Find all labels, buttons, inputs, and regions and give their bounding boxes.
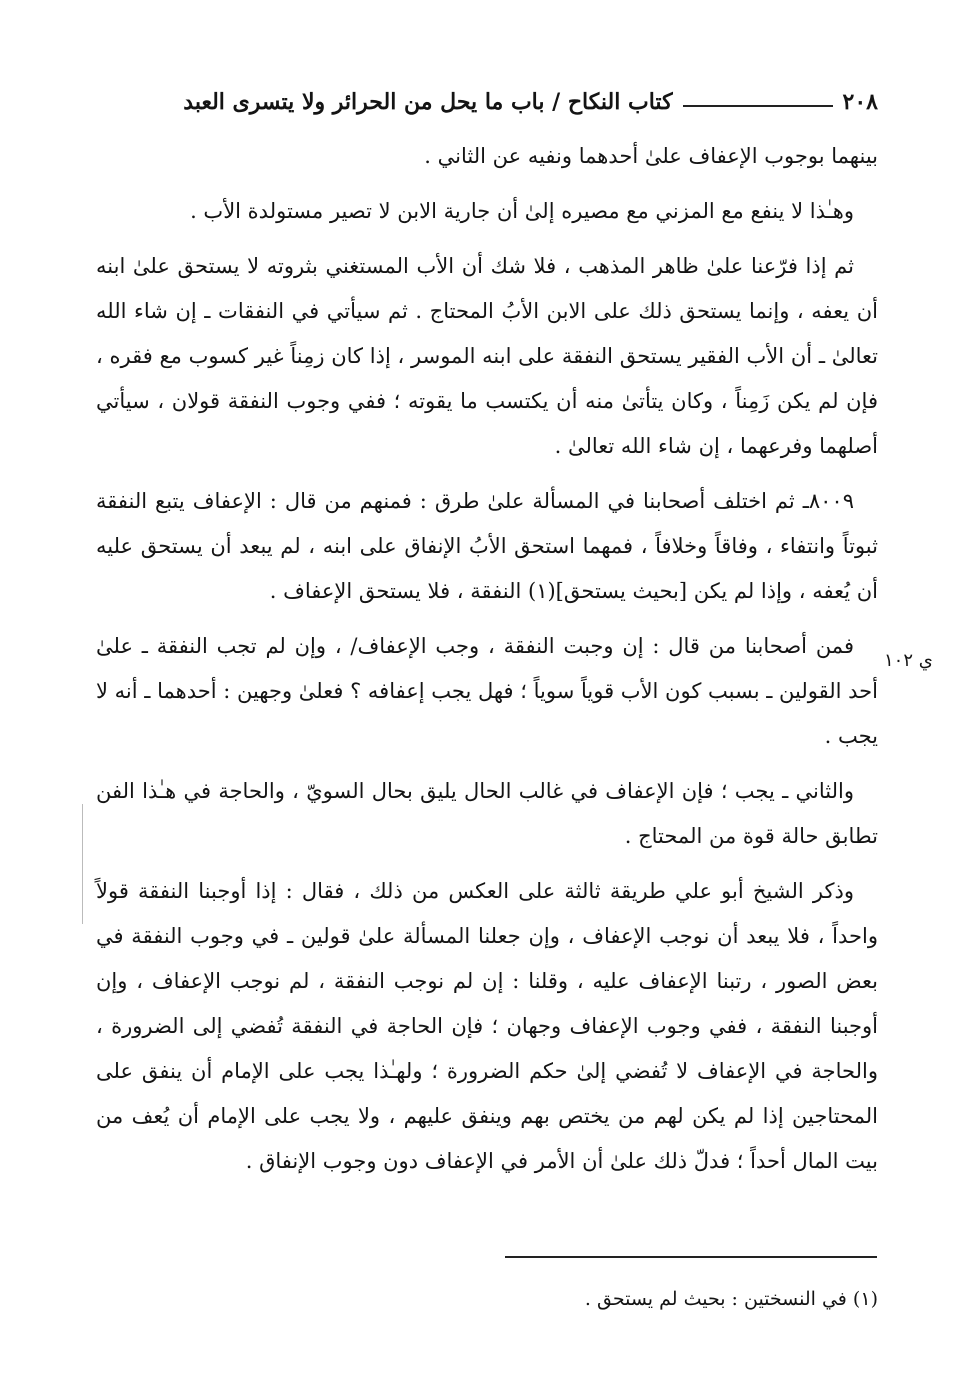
paragraph — [96, 244, 878, 469]
header-rule — [683, 105, 833, 107]
paragraph — [96, 479, 878, 614]
paragraph-text: والثاني ـ يجب ؛ فإن الإعفاف في غالب الحال يليق بحال السويّ ، والحاجة في هـٰذا الفن تطابق حالة قوة من المحتاج . — [96, 779, 878, 848]
paragraph — [96, 769, 878, 859]
footnote: (١) في النسختين : بحيث لم يستحق . — [584, 1288, 878, 1310]
main-text — [96, 134, 878, 1194]
paragraph-text: بينهما بوجوب الإعفاف علىٰ أحدهما ونفيه عن الثاني . — [424, 144, 878, 168]
paragraph — [96, 624, 878, 759]
page-number: ٢٠٨ — [842, 89, 878, 115]
paragraph-text: فمن أصحابنا من قال : إن وجبت النفقة ، وجب الإعفاف/ ، وإن لم تجب النفقة ـ علىٰ أحد القولين ـ بسبب كون الأب قوياً سوياً ؛ فهل يجب إعفافه ؟ فعلىٰ وجهين : أحدهما ـ أنه لا يجب . — [96, 634, 878, 748]
paragraph — [96, 189, 878, 234]
running-header — [96, 82, 878, 122]
paragraph-text: وهـٰذا لا ينفع مع المزني مع مصيره إلىٰ أن جارية الابن لا تصير مستولدة الأب . — [190, 199, 854, 223]
paragraph — [96, 869, 878, 1184]
running-title: كتاب النكاح / باب ما يحل من الحرائر ولا يتسرى العبد — [183, 89, 673, 115]
paragraph — [96, 134, 878, 179]
paragraph-text: ثم إذا فرّعنا علىٰ ظاهر المذهب ، فلا شك أن الأب المستغني بثروته لا يستحق علىٰ ابنه أن يعفه ، وإنما يستحق ذلك على الابن الأبُ المحتاج . ثم سيأتي في النفقات ـ إن شاء الله تعالىٰ ـ أن الأب الفقير يستحق النفقة على ابنه الموسر ، إذا كان زمِناً غير كسوب مع فقره ، فإن لم يكن زَمِناً ، وكان يتأتىٰ منه أن يكتسب ما يقوته ؛ ففي وجوب النفقة قولان ، سيأتي أصلهما وفرعهما ، إن شاء الله تعالىٰ . — [96, 254, 878, 458]
footnote-rule — [505, 1256, 877, 1258]
paragraph-text: ٨٠٠٩ـ ثم اختلف أصحابنا في المسألة علىٰ طرق : فمنهم من قال : الإعفاف يتبع النفقة ثبوتاً وانتفاء ، وفاقاً وخلافاً ، فمهما استحق الأبُ الإنفاق على ابنه ، لم يبعد أن يستحق عليه أن يُعفه ، وإذا لم يكن [بحيث يستحق](١) النفقة ، فلا يستحق الإعفاف . — [96, 489, 878, 603]
paragraph-text: وذكر الشيخ أبو علي طريقة ثالثة على العكس من ذلك ، فقال : إذا أوجبنا النفقة قولاً واحداً ، فلا يبعد أن نوجب الإعفاف ، وإن جعلنا المسألة علىٰ قولين ـ في وجوب النفقة في بعض الصور ، رتبنا الإعفاف عليه ، وقلنا : إن لم نوجب النفقة ، لم نوجب الإعفاف ، وإن أوجبنا النفقة ، ففي وجوب الإعفاف وجهان ؛ فإن الحاجة في النفقة تُفضي إلى الضرورة ، والحاجة في الإعفاف لا تُفضي إلىٰ حكم الضرورة ؛ ولهـٰذا يجب على الإمام أن ينفق على المحتاجين إذا لم يكن لهم من يختص بهم وينفق عليهم ، ولا يجب على الإمام أن يُعف من بيت المال أحداً ؛ فدلّ ذلك علىٰ أن الأمر في الإعفاف دون وجوب الإنفاق . — [96, 879, 878, 1173]
margin-manuscript-note: ي ١٠٢ — [884, 650, 933, 671]
scan-edge-line — [82, 804, 83, 924]
